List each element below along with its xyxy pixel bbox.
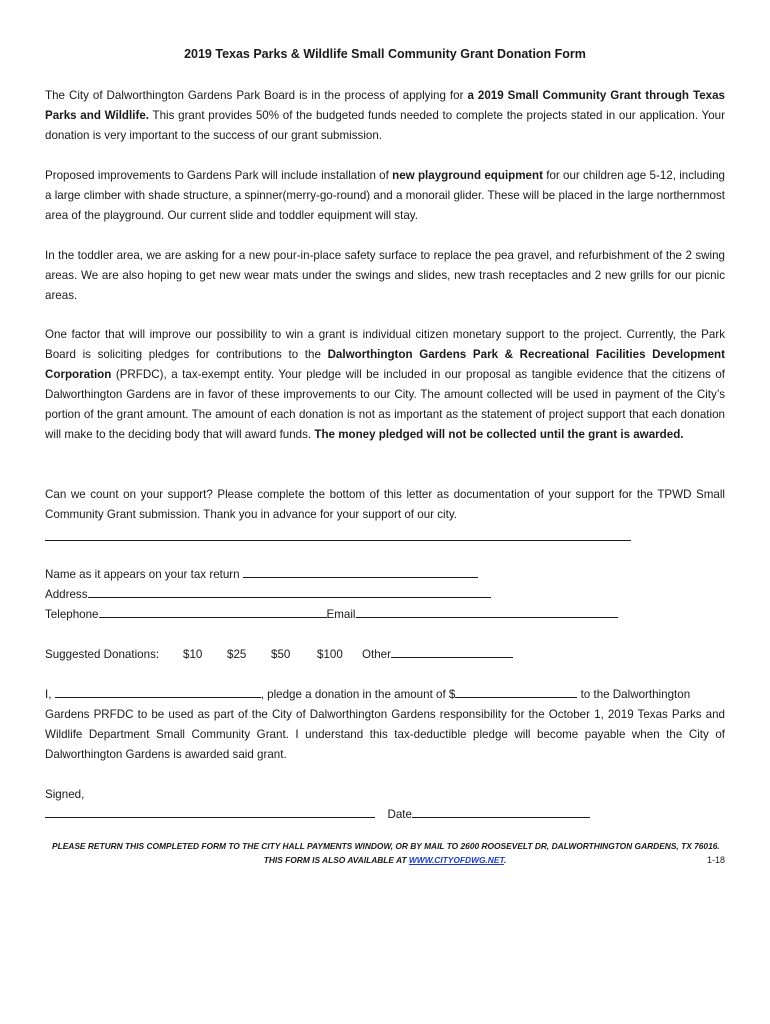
footer-return-instructions: PLEASE RETURN THIS COMPLETED FORM TO THE CITY HALL PAYMENTS WINDOW, OR BY MAIL TO 2600 ROOSEVELT DR, DALWORTHINGTON GARDENS, TX 76016.: [52, 841, 720, 851]
request-paragraph: Can we count on your support? Please complete the bottom of this letter as documentation of your support for the TPWD Small Community Grant submission. Thank you in advance for your support of our city.: [45, 488, 725, 521]
name-field[interactable]: [243, 565, 478, 578]
toddler-paragraph: In the toddler area, we are asking for a new pour-in-place safety surface to replace the pea gravel, and refurbishment of the 2 swing areas. We are also hoping to get new wear mats under the swings and slides, new trash receptacles and 2 new grills for our picnic areas.: [45, 249, 725, 302]
donation-other-field[interactable]: [391, 645, 513, 658]
address-field[interactable]: [88, 585, 491, 598]
signature-row: [45, 805, 590, 825]
name-label: Name as it appears on your tax return: [45, 568, 240, 581]
donation-option-25[interactable]: $25: [227, 648, 247, 661]
email-field[interactable]: [356, 605, 618, 618]
suggested-donations-label: Suggested Donations:: [45, 648, 160, 661]
website-link[interactable]: WWW.CITYOFDWG.NET: [408, 855, 504, 865]
address-label: Address: [45, 588, 88, 601]
donation-other-label: Other: [362, 648, 391, 661]
email-label: Email: [326, 608, 356, 621]
intro-paragraph: The City of Dalworthington Gardens Park Board is in the process of applying for a 2019 Small Community Grant through Texas Parks and Wildlife. This grant provides 50% of the budgeted funds needed to complete the projects stated in our application. Your donation is very important to the success of our grant submission.: [45, 89, 725, 142]
name-row: [45, 565, 478, 585]
pledger-name-field[interactable]: [55, 685, 261, 698]
donation-option-10[interactable]: $10: [183, 648, 203, 661]
telephone-field[interactable]: [99, 605, 327, 618]
date-label: Date: [387, 808, 412, 821]
donation-option-100[interactable]: $100: [317, 648, 343, 661]
form-title: 2019 Texas Parks & Wildlife Small Community Grant Donation Form: [184, 47, 586, 61]
signed-label: Signed,: [45, 788, 85, 801]
suggested-donations-row: [45, 645, 513, 665]
donation-option-50[interactable]: $50: [271, 648, 291, 661]
contact-row: [45, 605, 618, 625]
improvements-paragraph: Proposed improvements to Gardens Park will include installation of new playground equipment for our children age 5-12, including a large climber with shade structure, a spinner(merry-go-round) and a monorail glider. These will be placed in the large northernmost area of the playground. Our current slide and toddler equipment will stay.: [45, 169, 725, 222]
form-code: 1-18: [706, 855, 725, 865]
footer-availability: THIS FORM IS ALSO AVAILABLE AT WWW.CITYOFDWG.NET.: [263, 855, 507, 865]
date-field[interactable]: [412, 805, 590, 818]
support-paragraph: One factor that will improve our possibility to win a grant is individual citizen monetary support to the project. Currently, the Park Board is soliciting pledges for contributions to the Dalworthington Gardens Park & Recreational Facilities Development Corporation (PRFDC), a tax-exempt entity. Your pledge will be included in our proposal as tangible evidence that the citizens of Dalworthington Gardens are in favor of these improvements to our City. The amount collected will be used in payment of the City’s portion of the grant amount. The amount of each donation is not as important as the statement of project support that each donation will make to the deciding body that will award funds. The money pledged will not be collected until the grant is awarded.: [45, 328, 725, 441]
pledge-amount-field[interactable]: [455, 685, 577, 698]
pledge-i-label: I,: [45, 688, 52, 701]
pledge-paragraph: Gardens PRFDC to be used as part of the City of Dalworthington Gardens responsibility for the October 1, 2019 Texas Parks and Wildlife Department Small Community Grant. I understand this tax-deductible pledge will become payable when the City of Dalworthington Gardens is awarded said grant.: [45, 708, 725, 761]
address-row: [45, 585, 491, 605]
separator-line: [45, 540, 631, 541]
telephone-label: Telephone: [45, 608, 99, 621]
signature-field[interactable]: [45, 805, 375, 818]
pledge-first-line: I, , pledge a donation in the amount of $ to the Dalworthington: [45, 685, 690, 705]
